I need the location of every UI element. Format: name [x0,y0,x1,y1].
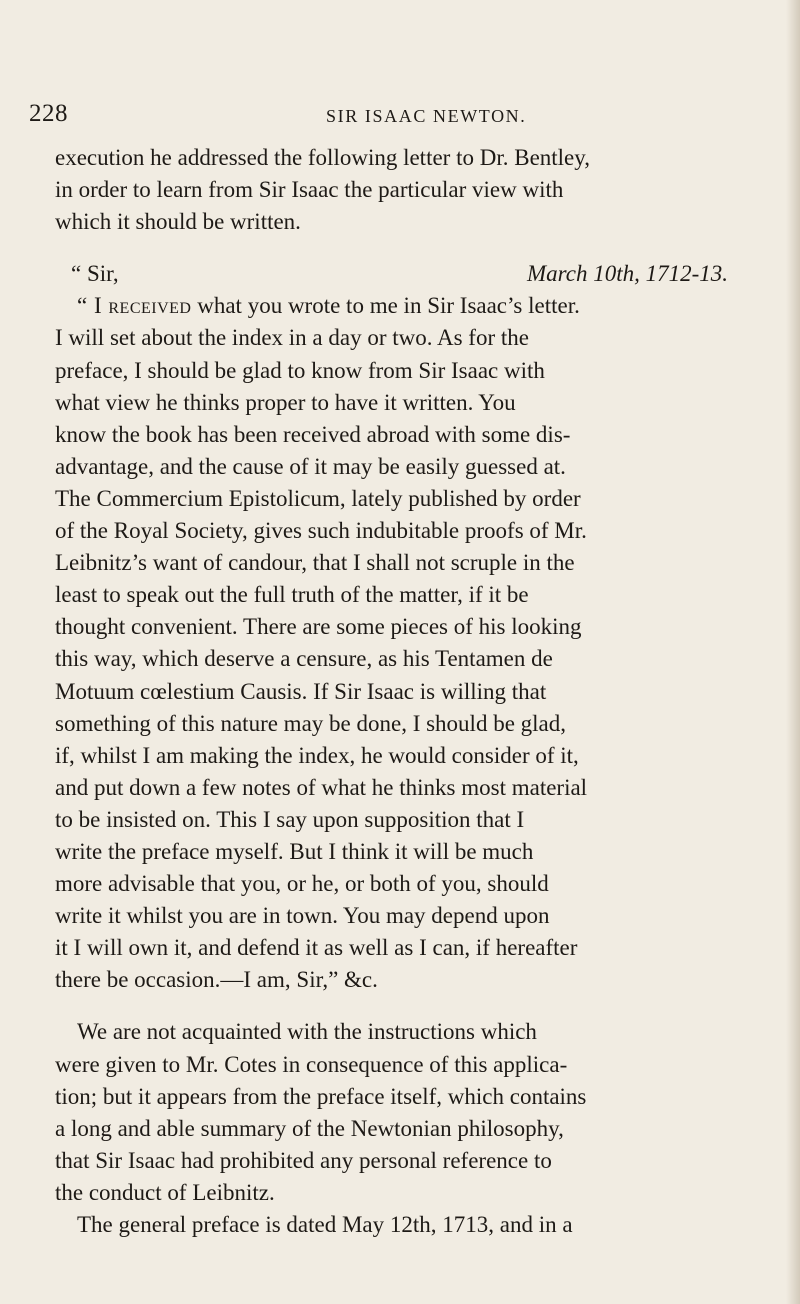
letter-salutation: “ Sir, [71,261,119,287]
text-line: more advisable that you, or he, or both of you, should [55,871,549,897]
text-line: “ I received what you wrote to me in Sir Isaac’s letter. [77,293,580,319]
text-line: write it whilst you are in town. You may depend upon [55,903,550,929]
letter-header [55,258,740,290]
text-line: if, whilst I am making the index, he would consider of it, [55,742,579,768]
text-line: preface, I should be glad to know from Sir Isaac with [55,357,545,383]
text-line: know the book has been received abroad with some dis- [55,421,571,447]
text-line: advantage, and the cause of it may be easily guessed at. [55,453,566,479]
running-title: SIR ISAAC NEWTON. [326,106,527,126]
page-edge-shadow [786,0,800,1304]
text-line: I will set about the index in a day or two. As for the [55,325,529,351]
text-line: it I will own it, and defend it as well as I can, if hereafter [55,935,578,961]
following-paragraph [55,1016,740,1241]
text-line: what view he thinks proper to have it written. You [55,389,516,415]
text-line: We are not acquainted with the instructions which [77,1019,537,1045]
text-line: write the preface myself. But I think it will be much [55,838,534,864]
text-line: Leibnitz’s want of candour, that I shall not scruple in the [55,550,575,576]
text-line: tion; but it appears from the preface itself, which contains [55,1083,587,1109]
text-line: to be insisted on. This I say upon supposition that I [55,806,525,832]
text-line: a long and able summary of the Newtonian philosophy, [55,1115,564,1141]
text-line: there be occasion.—I am, Sir,” &c. [55,967,378,993]
letter-date: March 10th, 1712-13. [526,261,728,287]
text-line: this way, which deserve a censure, as his Tentamen de [55,646,553,672]
text-line: that Sir Isaac had prohibited any personal reference to [55,1147,552,1173]
page-number: 228 [29,100,68,127]
text-line: of the Royal Society, gives such indubitable proofs of Mr. [55,518,587,544]
letter-quote [55,258,740,996]
text-line: and put down a few notes of what he thinks most material [55,774,588,800]
text-line: The Commercium Epistolicum, lately published by order [55,485,581,511]
text-line: thought convenient. There are some pieces of his looking [55,614,582,640]
letter-opening: “ I received [77,293,192,319]
text-line: Motuum cœlestium Causis. If Sir Isaac is willing that [55,678,547,704]
text-line: the conduct of Leibnitz. [55,1179,275,1205]
page-body [55,142,740,1241]
intro-paragraph [55,142,740,238]
text-line: which it should be written. [55,209,301,235]
text-line: execution he addressed the following letter to Dr. Bentley, [55,145,591,170]
text-line: in order to learn from Sir Isaac the particular view with [55,177,564,203]
text-line: least to speak out the full truth of the matter, if it be [55,582,529,608]
text-line: something of this nature may be done, I should be glad, [55,710,567,736]
text-line: were given to Mr. Cotes in consequence of this applica- [55,1051,568,1077]
text-line: The general preface is dated May 12th, 1713, and in a [77,1212,573,1237]
